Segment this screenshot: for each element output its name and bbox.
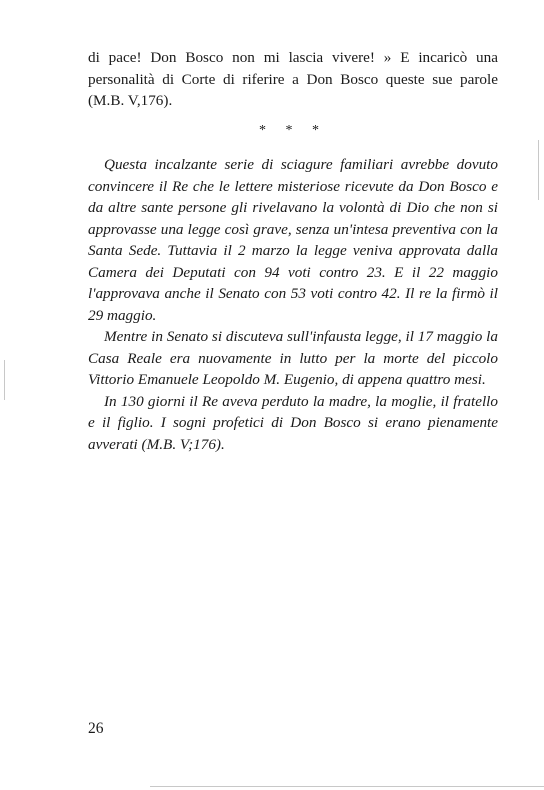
italic-paragraph-2: Mentre in Senato si discuteva sull'infausta legge, il 17 maggio la Casa Reale era nuovamente in lutto per la morte del piccolo Vittorio Emanuele Leopoldo M. Eugenio, di appena quattro mesi. <box>88 328 498 388</box>
scan-edge-mark-bottom <box>150 786 544 787</box>
italic-paragraph-3: In 130 giorni il Re aveva perduto la madre, la moglie, il fratello e il figlio. I sogni profetici di Don Bosco si erano pienamente avverati (M.B. V;176). <box>88 392 498 453</box>
italic-paragraph-1: Questa incalzante serie di sciagure familiari avrebbe dovuto convincere il Re che le lettere misteriose ricevute da Don Bosco e da altre sante persone gli rivelavano la volontà di Dio che non si approvasse una legge così grave, senza un'intesa preventiva con la Santa Sede. Tuttavia il 2 marzo la legge veniva approvata dalla Camera dei Deputati con 94 voti contro 23. E il 22 maggio l'approvava anche il Senato con 53 voti contro 42. Il re la firmò il 29 maggio. <box>88 156 498 324</box>
scan-edge-mark-left <box>4 360 5 400</box>
section-separator: * * * <box>259 123 327 138</box>
scan-edge-mark-right <box>538 140 539 200</box>
italic-text-block <box>88 154 498 455</box>
continued-paragraph-block <box>88 47 498 112</box>
page-number: 26 <box>88 720 104 737</box>
continued-paragraph: di pace! Don Bosco non mi lascia vivere! » E incaricò una personalità di Corte di riferire a Don Bosco queste sue parole (M.B. V,176). <box>88 49 498 109</box>
